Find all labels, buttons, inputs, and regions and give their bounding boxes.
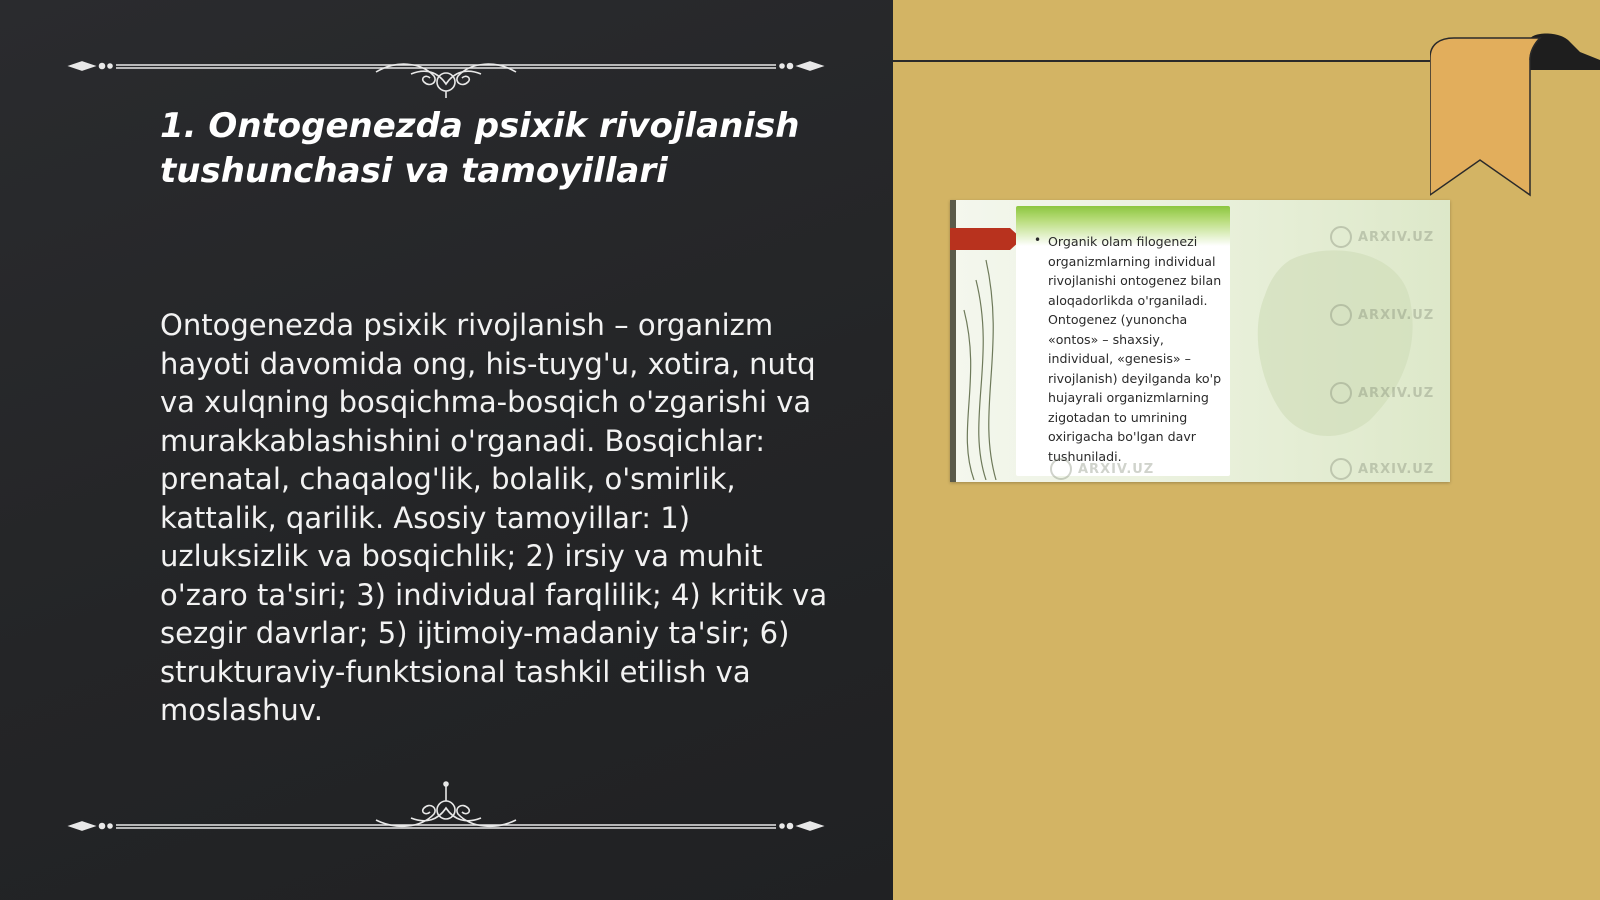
slide-title: 1. Ontogenezda psixik rivojlanish tushunchasi va tamoyillari xyxy=(160,106,800,191)
vine-icon xyxy=(956,240,1016,480)
arrow-icon xyxy=(950,228,1022,250)
thumbnail-text: Organik olam filogenezi organizmlarning individual rivojlanishi ontogenez bilan aloqadorlikda o'rganiladi. Ontogenez (yunoncha «ontos» – shaxsiy, individual, «genesis» – rivojlanish) deyilganda ko'p hujayrali organizmlarning zigotadan to umrining oxirigacha bo'lgan davr tushuniladi. xyxy=(1048,234,1222,464)
thumbnail-text-card xyxy=(1016,206,1230,476)
slide-thumbnail-image xyxy=(950,200,1450,482)
watermark: ARXIV.UZ xyxy=(1330,304,1434,326)
watermark: ARXIV.UZ xyxy=(1330,458,1434,480)
map-silhouette xyxy=(1250,240,1420,450)
top-scroll-ornament-icon xyxy=(66,38,826,98)
watermark: ARXIV.UZ xyxy=(1330,226,1434,248)
watermark: ARXIV.UZ xyxy=(1050,458,1154,480)
bookmark-icon xyxy=(1430,30,1600,205)
thumbnail-bullet: • xyxy=(1034,233,1042,247)
bottom-scroll-ornament-icon xyxy=(66,772,826,832)
slide-body-text: Ontogenezda psixik rivojlanish – organizm hayoti davomida ong, his-tuyg'u, xotira, nutq va xulqning bosqichma-bosqich o'zgarishi va murakkablashishini o'rganadi. Bosqichlar: prenatal, chaqalog'lik, bolalik, o'smirlik, kattalik, qarilik. Asosiy tamoyillar: 1) uzluksizlik va bosqichlik; 2) irsiy va muhit o'zaro ta'siri; 3) individual farqlilik; 4) kritik va sezgir davrlar; 5) ijtimoiy-madaniy ta'sir; 6) strukturaviy-funktsional tashkil etilish va moslashuv. xyxy=(160,308,828,727)
watermark: ARXIV.UZ xyxy=(1330,382,1434,404)
